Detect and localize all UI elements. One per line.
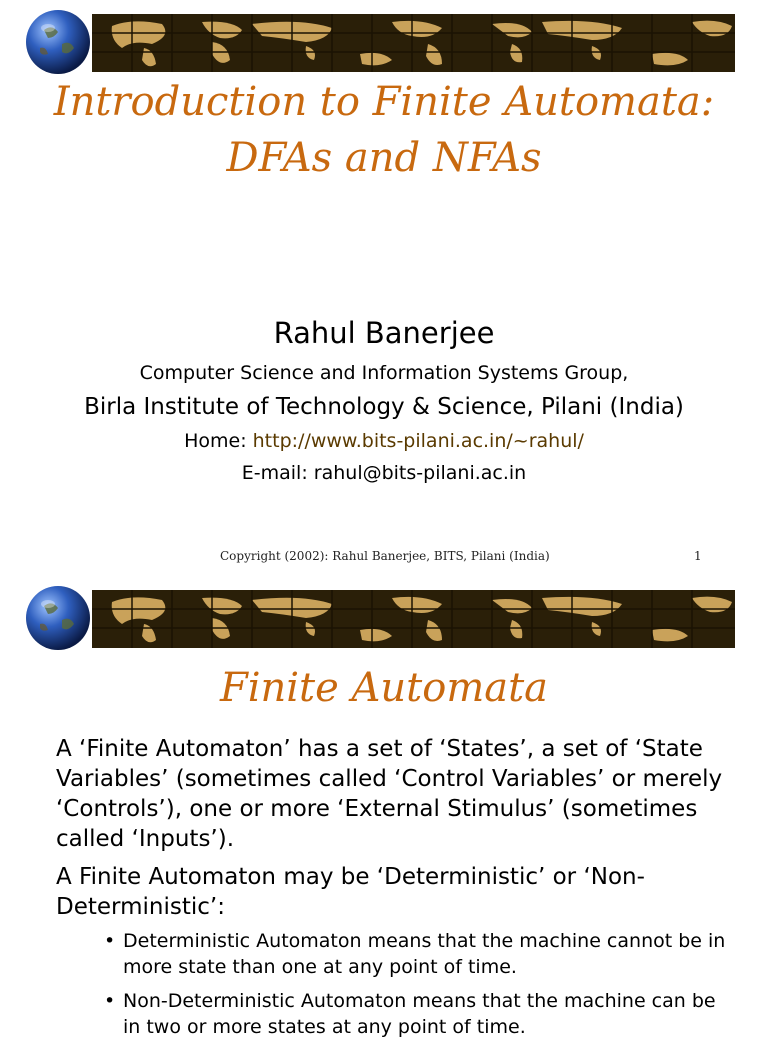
slide-body xyxy=(56,734,736,930)
bullet-dot-icon: • xyxy=(104,930,116,952)
globe-icon xyxy=(24,584,92,652)
author-name: Rahul Banerjee xyxy=(273,316,495,350)
bullet-text: Non-Deterministic Automaton means that the machine can be in two or more states at any point of time. xyxy=(123,990,716,1038)
title-line-2: DFAs and NFAs xyxy=(226,135,542,181)
slide-title xyxy=(0,660,768,716)
bullet-text: Deterministic Automaton means that the machine cannot be in more state than one at any point of time. xyxy=(123,930,726,978)
title-line-1: Introduction to Finite Automata: xyxy=(53,79,715,125)
copyright-footer: Copyright (2002): Rahul Banerjee, BITS, Pilani (India) xyxy=(220,549,550,563)
bullet-item xyxy=(56,988,736,1040)
slide-2 xyxy=(0,576,768,1038)
home-line xyxy=(0,430,768,452)
bullet-list xyxy=(56,928,736,1040)
affiliation-institute: Birla Institute of Technology & Science, Pilani (India) xyxy=(84,394,684,420)
slide-title xyxy=(0,74,768,186)
page-number: 1 xyxy=(694,549,702,563)
bullet-list-container xyxy=(56,928,736,1048)
world-map-banner xyxy=(92,590,735,648)
bullet-item xyxy=(56,928,736,980)
world-map-banner xyxy=(92,14,735,72)
body-paragraph: A ‘Finite Automaton’ has a set of ‘States’, a set of ‘State Variables’ (sometimes called ‘Control Variables’ or merely ‘Controls’), one or more ‘External Stimulus’ (sometimes called ‘Inputs’). xyxy=(56,736,723,852)
globe-icon xyxy=(24,8,92,76)
title-line-1: Finite Automata xyxy=(219,665,549,711)
affiliation-group: Computer Science and Information Systems Group, xyxy=(139,362,629,384)
email-line: E-mail: rahul@bits-pilani.ac.in xyxy=(241,462,527,484)
home-label: Home: xyxy=(184,430,253,452)
bullet-dot-icon: • xyxy=(104,990,116,1012)
body-paragraph: A Finite Automaton may be ‘Deterministic’ or ‘Non-Deterministic’: xyxy=(56,864,645,920)
home-url-link[interactable]: http://www.bits-pilani.ac.in/~rahul/ xyxy=(252,430,584,452)
